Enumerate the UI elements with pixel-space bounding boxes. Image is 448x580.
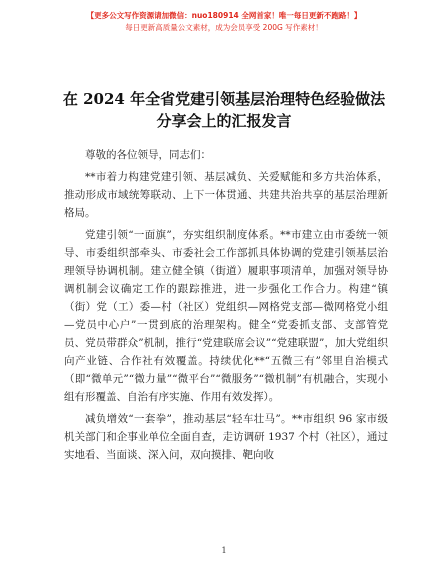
paragraph-intro: **市着力构建党建引领、基层减负、关爱赋能和多方共治体系，推动形成市域统筹联动、上下一体贯通、共建共治共享的基层治理新格局。 (64, 171, 388, 219)
paragraph-burden-reduction: 减负增效“一套拳”，推动基层“轻车壮马”。**市组织 96 家市级机关部门和企事业单位全面自查，走访调研 1937 个村（社区），通过实地看、当面谈、深入问，双向摸排、靶向收 (64, 413, 388, 461)
page-number: 1 (221, 546, 227, 555)
promo-banner-line1: 【更多公文写作资源请加微信：nuo180914 全网首家！唯一每日更新不跑路！】 (86, 11, 362, 20)
promo-banner-line2: 每日更新高质量公文素材，成为会员享受 200G 写作素材！ (125, 23, 323, 32)
salutation: 尊敬的各位领导，同志们： (85, 149, 211, 161)
promo-banner (0, 10, 448, 34)
document-body (64, 146, 388, 464)
document-title (40, 88, 408, 132)
document-title-line2: 分享会上的汇报发言 (156, 112, 292, 130)
document-title-line1: 在 2024 年全省党建引领基层治理特色经验做法 (62, 90, 386, 108)
paragraph-party-building: 党建引领“一面旗”，夯实组织制度体系。**市建立由市委统一领导、市委组织部牵头、市委社会工作部抓具体协调的党建引领基层治理领导协调机制。建立健全镇（街道）履职事项清单，加强对领导协调机制会议确定工作的跟踪推进，进一步强化工作合力。构建“镇（街）党（工）委—村（社区）党组织—网格党支部—微网格党小组—党员中心户”一贯到底的治理架构。健全“党委抓支部、支部管党员、党员带群众”机制，推行“党建联席会议”“党建联盟”，加大党组织向产业链、合作社有效覆盖。持续优化**“五微三有”邻里自治模式（即“微单元”“微力量”“微平台”“微服务”“微机制”有机融合，实现小组有形覆盖、自治有序实施、作用有效发挥）。 (64, 229, 388, 403)
